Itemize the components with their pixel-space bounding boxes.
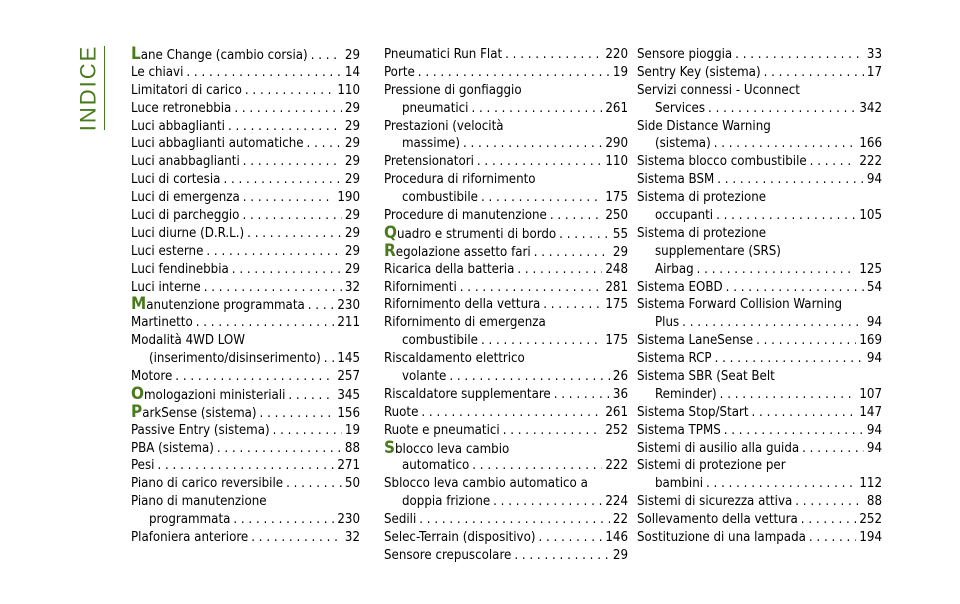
index-entry-page: 94 — [866, 315, 882, 331]
dot-leader — [204, 279, 342, 297]
index-entry[interactable] — [131, 422, 360, 440]
index-entry-text: Pretensionatori — [384, 154, 474, 170]
index-entry-text: Luci interne — [131, 279, 201, 295]
index-entry[interactable] — [384, 171, 628, 207]
index-entry-text: Sostituzione di una lampada — [637, 530, 806, 546]
index-entry-page: 222 — [859, 154, 882, 170]
index-entry-page: 29 — [344, 48, 360, 63]
index-entry-text: bambini — [655, 476, 704, 492]
dot-leader — [764, 64, 864, 82]
dot-leader — [697, 261, 857, 279]
index-entry[interactable] — [384, 46, 628, 64]
index-entry-page: 29 — [344, 172, 360, 188]
index-entry[interactable] — [131, 171, 360, 189]
index-entry-page: 345 — [337, 387, 360, 403]
index-entry-page: 22 — [612, 512, 628, 528]
index-entry-text: Passive Entry (sistema) — [131, 422, 270, 438]
index-entry[interactable] — [384, 404, 628, 422]
index-tab — [74, 46, 102, 130]
index-entry[interactable] — [637, 511, 882, 529]
index-entry-page: 194 — [859, 530, 882, 546]
dot-leader — [801, 511, 857, 529]
index-entry[interactable] — [131, 46, 360, 64]
index-entry-page: 26 — [612, 369, 628, 385]
index-entry-text: Ricarica della batteria — [384, 261, 515, 277]
dot-leader — [554, 386, 610, 404]
index-entry[interactable] — [131, 296, 360, 314]
index-entry-text: occupanti — [655, 208, 714, 224]
index-entry[interactable] — [384, 279, 628, 297]
dot-leader — [233, 511, 334, 529]
index-entry[interactable] — [637, 46, 882, 64]
index-entry[interactable] — [131, 279, 360, 297]
index-entry[interactable] — [637, 332, 882, 350]
index-entry-page: 94 — [866, 440, 882, 456]
index-entry-page: 271 — [337, 458, 360, 474]
index-entry-text: programmata — [149, 512, 231, 528]
index-entry-text: Pneumatici Run Flat — [384, 47, 503, 62]
index-entry-text: Sistema Forward Collision Warning — [637, 297, 843, 313]
index-entry-page: 14 — [344, 64, 360, 80]
index-entry-text: Sistema SBR (Seat Belt — [637, 369, 775, 385]
index-entry[interactable] — [131, 332, 360, 368]
index-entry-text: Rifornimento della vettura — [384, 297, 541, 313]
index-entry-text: Sistema EOBD — [637, 279, 723, 295]
index-entry[interactable] — [131, 243, 360, 261]
index-entry-text: Luci di cortesia — [131, 172, 221, 188]
index-entry[interactable] — [637, 422, 882, 440]
index-entry-page: 17 — [866, 64, 882, 80]
index-entry[interactable] — [131, 404, 360, 422]
index-entry-text: Sistemi di protezione per — [637, 458, 786, 474]
index-entry-text: Sistema blocco combustibile — [637, 154, 807, 170]
index-entry[interactable] — [637, 457, 882, 493]
dot-leader — [273, 422, 342, 440]
dot-leader — [157, 457, 334, 475]
dot-leader — [720, 386, 857, 404]
index-entry-text: Sistema Stop/Start — [637, 404, 749, 420]
index-entry[interactable] — [384, 511, 628, 529]
index-entry-text: Side Distance Warning — [637, 118, 771, 134]
index-entry-text: Luce retronebbia — [131, 100, 232, 116]
index-tab-divider — [104, 46, 105, 130]
index-entry-text: Motore — [131, 369, 173, 385]
index-entry-page: 224 — [605, 494, 628, 510]
index-entry[interactable] — [384, 243, 628, 261]
dot-leader — [206, 243, 342, 261]
dot-leader — [543, 296, 602, 314]
index-entry[interactable] — [384, 440, 628, 476]
index-entry[interactable] — [637, 350, 882, 368]
index-entry-text: Piano di manutenzione — [131, 494, 267, 510]
index-entry-text: Sistema TPMS — [637, 422, 721, 438]
index-entry-text: Modalità 4WD LOW — [131, 333, 245, 349]
dot-leader — [706, 475, 856, 493]
index-entry-page: 290 — [605, 136, 628, 152]
dot-leader — [726, 279, 864, 297]
index-entry[interactable] — [384, 118, 628, 154]
index-entry-page: 29 — [344, 208, 360, 224]
index-tab-label: INDICE — [75, 44, 100, 132]
dot-leader — [481, 332, 602, 350]
index-entry[interactable] — [637, 296, 882, 332]
dot-leader — [514, 547, 610, 565]
dot-leader — [810, 153, 857, 171]
index-entry-text: Luci diurne (D.R.L.) — [131, 225, 245, 241]
index-entry-page: 261 — [605, 100, 628, 116]
dot-leader — [714, 135, 857, 153]
dot-leader — [418, 64, 610, 82]
index-entry-page: 110 — [605, 154, 628, 170]
index-entry[interactable] — [384, 225, 628, 243]
index-entry[interactable] — [637, 171, 882, 189]
dot-leader — [196, 314, 335, 332]
index-entry-text: Luci abbaglianti automatiche — [131, 136, 304, 152]
index-entry-page: 29 — [344, 225, 360, 241]
index-entry-page: 19 — [612, 64, 628, 80]
index-entry-text: (inserimento/disinserimento) — [149, 351, 321, 367]
index-entry-text: Rifornimenti — [384, 279, 457, 295]
index-entry-text: Sedili — [384, 512, 417, 528]
index-entry-page: 54 — [866, 279, 882, 295]
index-entry-page: 88 — [866, 494, 882, 510]
index-entry-text: Luci di parcheggio — [131, 208, 240, 224]
index-entry-page: 105 — [859, 208, 882, 224]
index-entry-page: 29 — [344, 118, 360, 134]
dot-leader — [175, 368, 334, 386]
index-entry-text: Ruote — [384, 404, 419, 420]
index-entry-page: 252 — [605, 422, 628, 438]
index-entry-page: 29 — [612, 547, 628, 563]
index-entry-text: combustibile — [402, 333, 478, 349]
index-entry[interactable] — [384, 153, 628, 171]
index-entry-page: 252 — [859, 512, 882, 528]
dot-leader — [449, 368, 610, 386]
index-entry[interactable] — [384, 547, 628, 565]
dot-leader — [223, 171, 341, 189]
index-entry[interactable] — [131, 100, 360, 118]
dot-leader — [243, 153, 342, 171]
index-entry-text: Omologazioni ministeriali — [131, 385, 286, 404]
index-entry-page: 94 — [866, 172, 882, 188]
dot-leader — [324, 350, 335, 368]
index-entry-page: 55 — [612, 226, 628, 242]
dot-leader — [242, 207, 341, 225]
index-entry-page: 211 — [337, 315, 360, 331]
index-entry[interactable] — [131, 261, 360, 279]
index-entry-page: 342 — [859, 100, 882, 116]
dot-leader — [503, 422, 603, 440]
index-entry-page: 146 — [605, 530, 628, 546]
dot-leader — [419, 511, 610, 529]
dot-leader — [463, 135, 602, 153]
index-entry-text: Sblocco leva cambio automatico a — [384, 476, 588, 492]
index-entry-text: Sentry Key (sistema) — [637, 64, 761, 80]
index-entry-text: Riscaldamento elettrico — [384, 351, 525, 367]
dot-leader — [809, 529, 856, 547]
index-entry-page: 107 — [859, 386, 882, 402]
index-entry[interactable] — [131, 82, 360, 100]
index-entry[interactable] — [384, 207, 628, 225]
dot-leader — [460, 279, 603, 297]
index-entry-text: Riscaldatore supplementare — [384, 386, 551, 402]
dot-leader — [472, 457, 602, 475]
index-entry[interactable] — [131, 153, 360, 171]
index-entry-page: 29 — [344, 154, 360, 170]
dot-leader — [307, 135, 342, 153]
index-entry[interactable] — [637, 64, 882, 82]
index-entry-text: Manutenzione programmata — [131, 296, 305, 315]
index-entry-text: Servizi connessi - Uconnect — [637, 82, 800, 98]
index-entry-page: 281 — [605, 279, 628, 295]
index-entry[interactable] — [384, 82, 628, 118]
index-entry-text: pneumatici — [402, 100, 469, 116]
index-entry-text: Luci anabbaglianti — [131, 154, 240, 170]
index-entry-page: 94 — [866, 422, 882, 438]
dot-leader — [756, 332, 856, 350]
index-entry-text: Reminder) — [655, 386, 717, 402]
index-entry-text: Plus — [655, 315, 680, 331]
index-entry-text: Sblocco leva cambio — [384, 439, 510, 458]
index-entry-text: Martinetto — [131, 315, 193, 331]
index-entry[interactable] — [131, 135, 360, 153]
index-entry-page: 250 — [605, 208, 628, 224]
index-entry-page: 261 — [605, 404, 628, 420]
index-entry[interactable] — [131, 440, 360, 458]
index-entry[interactable] — [131, 475, 360, 493]
index-entry-text: Limitatori di carico — [131, 82, 242, 98]
index-entry-text: Porte — [384, 64, 415, 80]
index-entry-text: Procedura di rifornimento — [384, 172, 536, 188]
dot-leader — [186, 64, 342, 82]
index-entry[interactable] — [384, 314, 628, 350]
index-entry[interactable] — [637, 189, 882, 225]
index-entry-text: Services — [655, 100, 706, 116]
dot-leader — [538, 529, 602, 547]
index-entry-page: 32 — [344, 279, 360, 295]
dot-leader — [232, 261, 342, 279]
index-entry-text: doppia frizione — [402, 494, 491, 510]
index-entry[interactable] — [637, 440, 882, 458]
index-entry-page: 125 — [859, 261, 882, 277]
index-entry[interactable] — [637, 529, 882, 547]
index-entry[interactable] — [131, 314, 360, 332]
dot-leader — [752, 404, 857, 422]
index-entry-text: Sensore pioggia — [637, 47, 733, 62]
index-entry-text: Rifornimento di emergenza — [384, 315, 546, 331]
dot-leader — [550, 207, 603, 225]
index-entry-text: Lane Change (cambio corsia) — [131, 46, 308, 64]
index-entry-page: 112 — [859, 476, 882, 492]
dot-leader — [493, 493, 602, 511]
index-entry[interactable] — [384, 422, 628, 440]
index-entry-text: Luci di emergenza — [131, 190, 240, 206]
index-entry[interactable] — [131, 207, 360, 225]
index-entry-text: Sistema BSM — [637, 172, 715, 188]
dot-leader — [471, 100, 602, 118]
index-entry-text: Sistema RCP — [637, 351, 712, 367]
index-entry-page: 257 — [337, 369, 360, 385]
dot-leader — [717, 171, 864, 189]
index-entry-text: Piano di carico reversibile — [131, 476, 284, 492]
index-entry[interactable] — [637, 279, 882, 297]
index-entry-text: Luci abbaglianti — [131, 118, 225, 134]
index-entry-text: Sistemi di ausilio alla guida — [637, 440, 800, 456]
index-entry-text: PBA (sistema) — [131, 440, 214, 456]
index-entry-text: Sistema LaneSense — [637, 333, 754, 349]
index-entry-text: volante — [402, 369, 447, 385]
dot-leader — [724, 422, 864, 440]
index-entry-text: automatico — [402, 458, 470, 474]
index-entry-page: 145 — [337, 351, 360, 367]
index-entry-text: Ruote e pneumatici — [384, 422, 500, 438]
index-entry[interactable] — [131, 225, 360, 243]
dot-leader — [251, 529, 342, 547]
index-entry[interactable] — [637, 118, 882, 154]
dot-leader — [477, 153, 602, 171]
index-entry-text: Quadro e strumenti di bordo — [384, 224, 557, 243]
index-entry-text: Sensore crepuscolare — [384, 547, 512, 563]
index-column-1 — [131, 46, 360, 547]
dot-leader — [245, 82, 334, 100]
dot-leader — [715, 350, 864, 368]
index-entry[interactable] — [131, 493, 360, 529]
index-entry-text: Pressione di gonfiaggio — [384, 82, 522, 98]
index-entry[interactable] — [131, 529, 360, 547]
index-entry-text: Prestazioni (velocità — [384, 118, 504, 134]
index-entry-text: Airbag — [655, 261, 694, 277]
index-entry[interactable] — [637, 153, 882, 171]
index-entry-page: 147 — [859, 404, 882, 420]
index-column-3 — [637, 46, 882, 547]
index-entry-page: 29 — [344, 100, 360, 116]
index-entry-page: 29 — [344, 243, 360, 259]
index-column-2 — [384, 46, 628, 565]
index-entry-text: Le chiavi — [131, 64, 184, 80]
index-entry[interactable] — [384, 529, 628, 547]
dot-leader — [559, 226, 610, 243]
dot-leader — [308, 297, 335, 314]
index-entry-page: 169 — [859, 333, 882, 349]
index-entry-text: Luci esterne — [131, 243, 204, 259]
index-entry[interactable] — [131, 368, 360, 386]
dot-leader — [716, 207, 856, 225]
dot-leader — [505, 46, 602, 64]
index-entry-page: 222 — [605, 458, 628, 474]
dot-leader — [228, 118, 342, 136]
index-entry[interactable] — [637, 225, 882, 279]
index-entry-text: Sollevamento della vettura — [637, 512, 798, 528]
index-entry[interactable] — [637, 493, 882, 511]
index-entry-page: 230 — [337, 298, 360, 314]
index-entry-page: 50 — [344, 476, 360, 492]
dot-leader — [286, 475, 342, 493]
index-entry-page: 29 — [612, 244, 628, 260]
index-entry-text: Sistemi di sicurezza attiva — [637, 494, 793, 510]
index-entry[interactable] — [384, 64, 628, 82]
index-entry-text: ParkSense (sistema) — [131, 403, 257, 422]
dot-leader — [243, 189, 335, 207]
index-entry-page: 175 — [605, 190, 628, 206]
index-entry[interactable] — [384, 350, 628, 386]
index-entry-text: Selec-Terrain (dispositivo) — [384, 530, 536, 546]
index-entry[interactable] — [131, 118, 360, 136]
index-entry[interactable] — [637, 368, 882, 404]
dot-leader — [682, 314, 864, 332]
index-entry-text: combustibile — [402, 190, 478, 206]
dot-leader — [735, 46, 864, 64]
index-entry-page: 94 — [866, 351, 882, 367]
index-entry-text: Sistema di protezione — [637, 190, 767, 206]
index-entry-page: 156 — [337, 405, 360, 421]
index-entry[interactable] — [637, 404, 882, 422]
index-entry-page: 175 — [605, 297, 628, 313]
dot-leader — [534, 244, 610, 261]
index-entry-page: 190 — [337, 190, 360, 206]
index-entry-page: 248 — [605, 261, 628, 277]
dot-leader — [311, 47, 342, 64]
index-entry[interactable] — [384, 475, 628, 511]
index-entry[interactable] — [131, 386, 360, 404]
index-entry[interactable] — [131, 64, 360, 82]
index-entry-text: supplementare (SRS) — [655, 243, 781, 259]
dot-leader — [517, 261, 602, 279]
index-entry[interactable] — [131, 189, 360, 207]
dot-leader — [247, 225, 342, 243]
index-entry-page: 29 — [344, 136, 360, 152]
index-entry-text: massime) — [402, 136, 460, 152]
index-entry-page: 32 — [344, 530, 360, 546]
dot-leader — [260, 405, 335, 422]
dot-leader — [217, 440, 342, 458]
index-entry-page: 230 — [337, 512, 360, 528]
dot-leader — [708, 100, 856, 118]
dot-leader — [288, 387, 334, 404]
index-entry-page: 175 — [605, 333, 628, 349]
dot-leader — [802, 440, 864, 458]
index-entry-page: 110 — [337, 82, 360, 98]
dot-leader — [421, 404, 602, 422]
dot-leader — [481, 189, 602, 207]
index-entry-page: 220 — [605, 47, 628, 62]
index-entry-text: Plafoniera anteriore — [131, 530, 249, 546]
index-entry-text: Pesi — [131, 458, 155, 474]
index-entry-page: 166 — [859, 136, 882, 152]
index-entry[interactable] — [131, 457, 360, 475]
index-entry[interactable] — [637, 82, 882, 118]
index-entry[interactable] — [384, 261, 628, 279]
index-entry-text: Luci fendinebbia — [131, 261, 229, 277]
index-entry-page: 88 — [344, 440, 360, 456]
index-entry[interactable] — [384, 386, 628, 404]
index-entry-text: Sistema di protezione — [637, 225, 767, 241]
index-entry-text: Regolazione assetto fari — [384, 242, 531, 261]
index-entry-text: Procedure di manutenzione — [384, 208, 547, 224]
index-entry-page: 33 — [866, 47, 882, 62]
index-entry-page: 36 — [612, 386, 628, 402]
dot-leader — [795, 493, 864, 511]
dot-leader — [234, 100, 342, 118]
index-entry-text: (sistema) — [655, 136, 711, 152]
index-entry-page: 19 — [344, 422, 360, 438]
index-entry[interactable] — [384, 296, 628, 314]
index-entry-page: 29 — [344, 261, 360, 277]
